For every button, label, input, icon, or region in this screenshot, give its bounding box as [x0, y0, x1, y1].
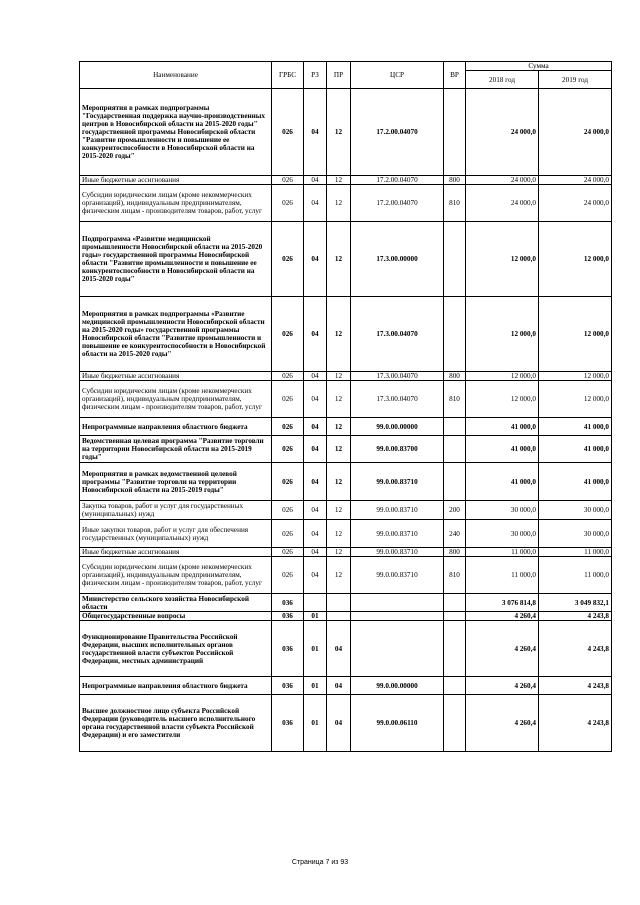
cell-rz: 04 [304, 548, 327, 557]
cell-y2019: 24 000,0 [539, 89, 612, 176]
cell-rz: 01 [304, 677, 327, 695]
cell-name: Субсидии юридическим лицам (кроме некоммерческих организаций), индивидуальным предпринимателям, физическим лицам - производителям товаров, работ, услуг [80, 557, 272, 594]
cell-y2018: 12 000,0 [466, 381, 539, 418]
cell-csr: 17.2.00.04070 [351, 176, 444, 185]
cell-name: Иные бюджетные ассигнования [80, 176, 272, 185]
cell-y2019: 11 000,0 [539, 548, 612, 557]
table-row [80, 381, 612, 418]
cell-csr [351, 594, 444, 612]
cell-rz: 04 [304, 381, 327, 418]
cell-y2019: 3 049 832,1 [539, 594, 612, 612]
cell-y2018: 12 000,0 [466, 372, 539, 381]
cell-y2019: 41 000,0 [539, 436, 612, 463]
budget-table [79, 61, 612, 752]
cell-csr: 17.3.00.04070 [351, 297, 444, 372]
page-number: Страница 7 из 93 [291, 859, 349, 866]
cell-name: Субсидии юридическим лицам (кроме некоммерческих организаций), индивидуальным предпринимателям, физическим лицам - производителям товаров, работ, услуг [80, 185, 272, 222]
cell-vr [444, 695, 466, 752]
cell-vr [444, 436, 466, 463]
cell-vr: 240 [444, 520, 466, 548]
cell-pr: 12 [327, 297, 351, 372]
table-row [80, 176, 612, 185]
cell-csr: 99.0.00.83710 [351, 520, 444, 548]
cell-y2018: 11 000,0 [466, 548, 539, 557]
cell-grbs: 036 [272, 594, 304, 612]
cell-grbs: 036 [272, 612, 304, 621]
cell-y2019: 4 243,8 [539, 695, 612, 752]
cell-grbs: 036 [272, 677, 304, 695]
cell-csr: 99.0.00.83710 [351, 548, 444, 557]
cell-pr: 12 [327, 185, 351, 222]
header-rz: РЗ [304, 62, 327, 89]
cell-y2019: 30 000,0 [539, 520, 612, 548]
cell-rz: 01 [304, 612, 327, 621]
cell-name: Мероприятия в рамках подпрограммы «Развитие медицинской промышленности Новосибирской области на 2015-2020 годы» государственной программы Новосибирской области "Развитие промышленности и повышение ее конкурентоспособности в Новосибирской области на 2015-2020 годы" [80, 297, 272, 372]
cell-csr: 99.0.00.83710 [351, 557, 444, 594]
cell-pr: 12 [327, 222, 351, 297]
table-row [80, 418, 612, 436]
cell-y2019: 41 000,0 [539, 463, 612, 501]
cell-pr [327, 612, 351, 621]
cell-name: Непрограммные направления областного бюджета [80, 677, 272, 695]
cell-vr: 800 [444, 372, 466, 381]
cell-grbs: 026 [272, 520, 304, 548]
cell-y2018: 24 000,0 [466, 176, 539, 185]
cell-pr: 04 [327, 677, 351, 695]
cell-vr [444, 222, 466, 297]
cell-csr [351, 621, 444, 677]
cell-rz: 04 [304, 185, 327, 222]
cell-vr: 200 [444, 501, 466, 520]
cell-csr: 17.3.00.04070 [351, 381, 444, 418]
cell-name: Иные бюджетные ассигнования [80, 372, 272, 381]
cell-rz: 04 [304, 176, 327, 185]
cell-grbs: 026 [272, 381, 304, 418]
cell-csr: 99.0.00.00000 [351, 677, 444, 695]
cell-name: Закупка товаров, работ и услуг для государственных (муниципальных) нужд [80, 501, 272, 520]
cell-y2019: 4 243,8 [539, 612, 612, 621]
cell-y2019: 12 000,0 [539, 222, 612, 297]
cell-csr: 17.2.00.04070 [351, 89, 444, 176]
header-name: Наименование [80, 62, 272, 89]
cell-csr: 99.0.00.00000 [351, 418, 444, 436]
header-year-2019: 2019 год [539, 71, 612, 89]
cell-rz: 04 [304, 222, 327, 297]
table-row [80, 612, 612, 621]
table-row [80, 594, 612, 612]
table-row [80, 463, 612, 501]
cell-y2018: 3 076 814,8 [466, 594, 539, 612]
cell-name: Высшее должностное лицо субъекта Российской Федерации (руководитель высшего исполнительного органа государственной власти субъекта Российской Федерации) и его заместители [80, 695, 272, 752]
cell-pr: 12 [327, 176, 351, 185]
cell-csr [351, 612, 444, 621]
cell-y2018: 4 260,4 [466, 612, 539, 621]
cell-vr: 800 [444, 548, 466, 557]
header-pr: ПР [327, 62, 351, 89]
cell-vr [444, 677, 466, 695]
table-row [80, 557, 612, 594]
cell-csr: 99.0.00.83710 [351, 463, 444, 501]
cell-y2018: 24 000,0 [466, 185, 539, 222]
cell-pr: 04 [327, 695, 351, 752]
cell-rz: 04 [304, 372, 327, 381]
cell-grbs: 026 [272, 297, 304, 372]
cell-csr: 99.0.00.83700 [351, 436, 444, 463]
cell-rz: 04 [304, 418, 327, 436]
cell-pr: 12 [327, 418, 351, 436]
cell-csr: 17.3.00.00000 [351, 222, 444, 297]
cell-rz [304, 594, 327, 612]
cell-csr: 17.2.00.04070 [351, 185, 444, 222]
cell-name: Функционирование Правительства Российской Федерации, высших исполнительных органов государственной власти субъектов Российской Федерации, местных администраций [80, 621, 272, 677]
table-row [80, 89, 612, 176]
cell-y2018: 24 000,0 [466, 89, 539, 176]
header-grbs: ГРБС [272, 62, 304, 89]
cell-grbs: 026 [272, 185, 304, 222]
cell-vr [444, 297, 466, 372]
cell-grbs: 036 [272, 695, 304, 752]
header-sum: Сумма [466, 62, 612, 71]
cell-vr [444, 418, 466, 436]
cell-name: Мероприятия в рамках подпрограммы "Государственная поддержка научно-производственных центров в Новосибирской области на 2015-2020 годы" государственной программы Новосибирской области "Развитие промышленности и повышение ее конкурентоспособности в Новосибирской области на 2015-2020 годы" [80, 89, 272, 176]
cell-pr: 12 [327, 436, 351, 463]
cell-name: Подпрограмма «Развитие медицинской промышленности Новосибирской области на 2015-2020 годы» государственной программы Новосибирской области "Развитие промышленности и повышение ее конкурентоспособности в Новосибирской области на 2015-2020 годы" [80, 222, 272, 297]
table-body [80, 89, 612, 752]
cell-y2019: 12 000,0 [539, 297, 612, 372]
cell-grbs: 026 [272, 548, 304, 557]
cell-rz: 04 [304, 557, 327, 594]
cell-rz: 04 [304, 463, 327, 501]
cell-y2018: 41 000,0 [466, 418, 539, 436]
cell-vr [444, 89, 466, 176]
table-row [80, 185, 612, 222]
cell-pr: 12 [327, 557, 351, 594]
cell-name: Ведомственная целевая программа "Развитие торговли на территории Новосибирской области на 2015-2019 годы" [80, 436, 272, 463]
cell-y2018: 30 000,0 [466, 520, 539, 548]
cell-y2018: 30 000,0 [466, 501, 539, 520]
cell-rz: 01 [304, 621, 327, 677]
cell-pr: 12 [327, 548, 351, 557]
cell-vr: 810 [444, 557, 466, 594]
cell-vr: 800 [444, 176, 466, 185]
cell-y2019: 30 000,0 [539, 501, 612, 520]
cell-pr: 12 [327, 520, 351, 548]
cell-pr [327, 594, 351, 612]
cell-y2018: 12 000,0 [466, 297, 539, 372]
cell-pr: 04 [327, 621, 351, 677]
table-row [80, 372, 612, 381]
cell-grbs: 026 [272, 463, 304, 501]
header-vr: ВР [444, 62, 466, 89]
table-row [80, 520, 612, 548]
cell-y2019: 41 000,0 [539, 418, 612, 436]
cell-grbs: 026 [272, 372, 304, 381]
cell-csr: 99.0.00.06110 [351, 695, 444, 752]
cell-y2018: 4 260,4 [466, 621, 539, 677]
table-row [80, 677, 612, 695]
table-row [80, 501, 612, 520]
cell-y2019: 12 000,0 [539, 381, 612, 418]
cell-y2019: 12 000,0 [539, 372, 612, 381]
cell-vr [444, 621, 466, 677]
cell-vr [444, 612, 466, 621]
cell-vr [444, 463, 466, 501]
table-row [80, 297, 612, 372]
cell-rz: 04 [304, 436, 327, 463]
cell-rz: 04 [304, 297, 327, 372]
cell-pr: 12 [327, 89, 351, 176]
cell-pr: 12 [327, 501, 351, 520]
cell-rz: 04 [304, 501, 327, 520]
cell-name: Непрограммные направления областного бюджета [80, 418, 272, 436]
cell-grbs: 036 [272, 621, 304, 677]
header-csr: ЦСР [351, 62, 444, 89]
cell-y2019: 4 243,8 [539, 621, 612, 677]
cell-name: Иные закупки товаров, работ и услуг для обеспечения государственных (муниципальных) нужд [80, 520, 272, 548]
cell-y2018: 4 260,4 [466, 695, 539, 752]
table-row [80, 548, 612, 557]
cell-name: Общегосударственные вопросы [80, 612, 272, 621]
cell-csr: 99.0.00.83710 [351, 501, 444, 520]
cell-vr: 810 [444, 185, 466, 222]
header-year-2018: 2018 год [466, 71, 539, 89]
cell-y2018: 41 000,0 [466, 436, 539, 463]
table-row [80, 222, 612, 297]
cell-y2018: 11 000,0 [466, 557, 539, 594]
cell-y2019: 24 000,0 [539, 176, 612, 185]
cell-rz: 04 [304, 89, 327, 176]
cell-y2019: 24 000,0 [539, 185, 612, 222]
cell-vr: 810 [444, 381, 466, 418]
cell-grbs: 026 [272, 176, 304, 185]
cell-name: Мероприятия в рамках ведомственной целевой программы "Развитие торговли на территории Новосибирской области на 2015-2019 годы" [80, 463, 272, 501]
cell-grbs: 026 [272, 89, 304, 176]
table-row [80, 436, 612, 463]
cell-grbs: 026 [272, 557, 304, 594]
cell-y2018: 12 000,0 [466, 222, 539, 297]
cell-y2018: 4 260,4 [466, 677, 539, 695]
cell-vr [444, 594, 466, 612]
cell-csr: 17.3.00.04070 [351, 372, 444, 381]
cell-y2018: 41 000,0 [466, 463, 539, 501]
cell-grbs: 026 [272, 436, 304, 463]
cell-grbs: 026 [272, 501, 304, 520]
cell-name: Иные бюджетные ассигнования [80, 548, 272, 557]
table-row [80, 621, 612, 677]
cell-rz: 04 [304, 520, 327, 548]
cell-y2019: 11 000,0 [539, 557, 612, 594]
cell-pr: 12 [327, 381, 351, 418]
table-row [80, 695, 612, 752]
cell-grbs: 026 [272, 418, 304, 436]
cell-rz: 01 [304, 695, 327, 752]
cell-grbs: 026 [272, 222, 304, 297]
cell-name: Субсидии юридическим лицам (кроме некоммерческих организаций), индивидуальным предпринимателям, физическим лицам - производителям товаров, работ, услуг [80, 381, 272, 418]
cell-pr: 12 [327, 372, 351, 381]
cell-name: Министерство сельского хозяйства Новосибирской области [80, 594, 272, 612]
cell-pr: 12 [327, 463, 351, 501]
cell-y2019: 4 243,8 [539, 677, 612, 695]
